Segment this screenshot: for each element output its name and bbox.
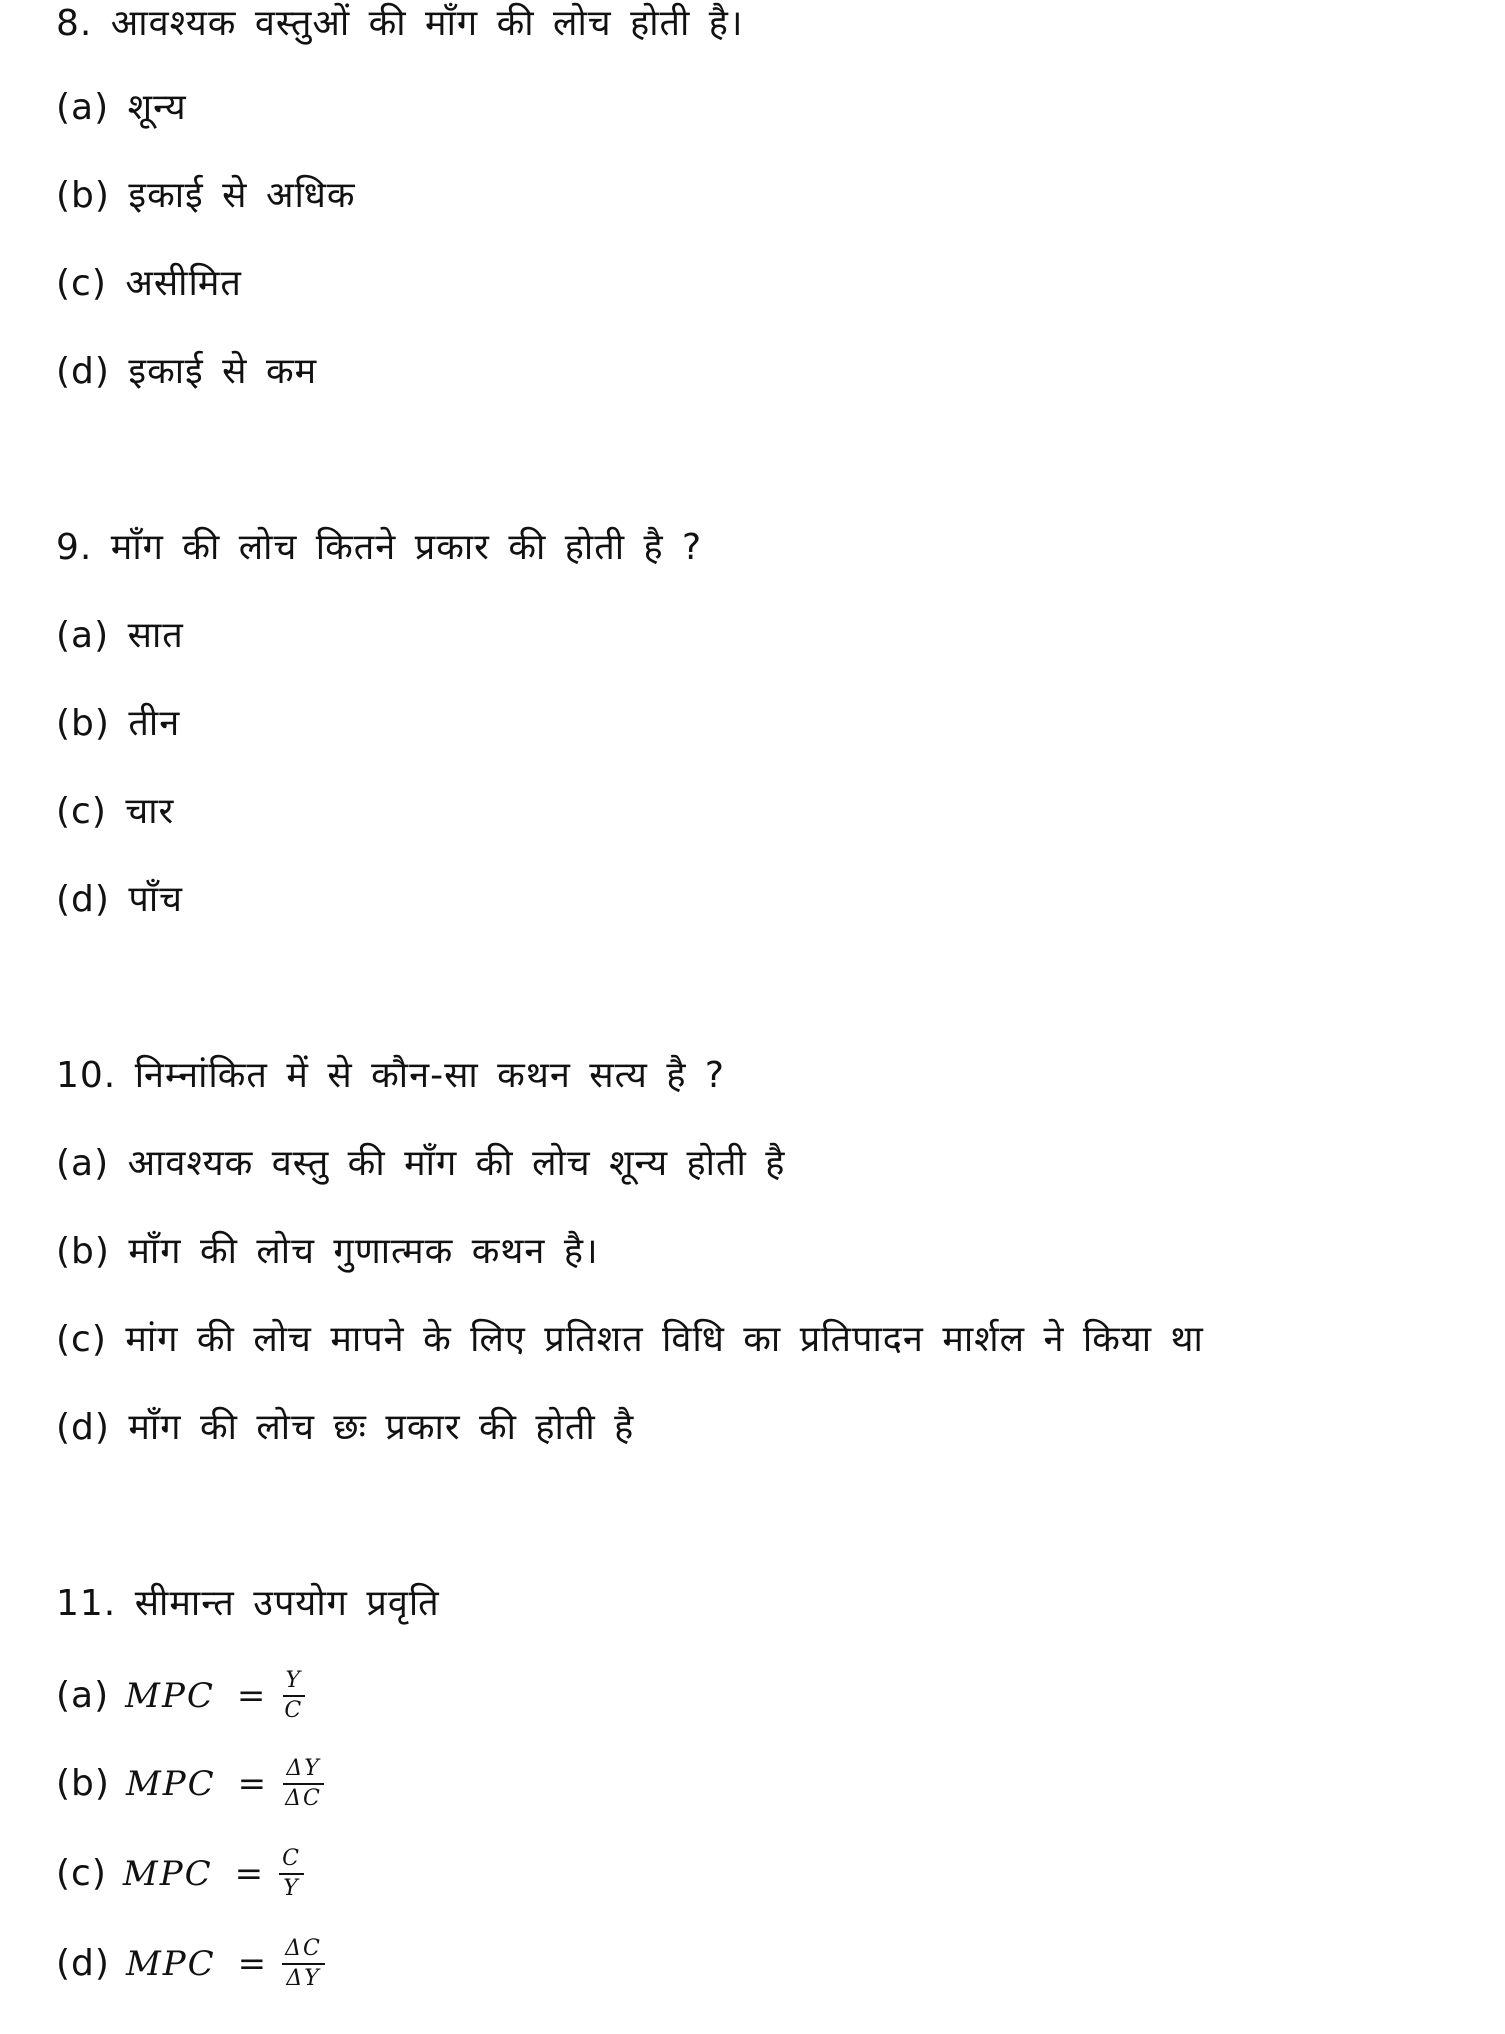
- option-label: (d): [56, 879, 110, 920]
- question-8-stem: [56, 0, 744, 48]
- option-label: (b): [56, 703, 110, 744]
- option-label: (d): [56, 1943, 110, 1984]
- option-text: आवश्यक वस्तु की माँग की लोच शून्य होती है: [127, 1143, 786, 1184]
- option-text: मांग की लोच मापने के लिए प्रतिशत विधि का प्रतिपादन मार्शल ने किया था: [125, 1319, 1204, 1360]
- question-8-option-a: [56, 84, 187, 132]
- question-10-stem: [56, 1052, 725, 1100]
- formula: [126, 1757, 325, 1811]
- fraction-denominator: ΔY: [286, 1966, 321, 1991]
- fraction-numerator: ΔC: [282, 1937, 325, 1965]
- question-9-stem: [56, 524, 702, 572]
- question-9-option-b: [56, 700, 180, 748]
- question-9-option-d: [56, 876, 183, 924]
- fraction-numerator: C: [279, 1847, 304, 1875]
- question-9-option-c: [56, 788, 174, 836]
- formula-equals: =: [237, 1944, 269, 1984]
- question-11-stem-text: 11. सीमान्त उपयोग प्रवृति: [56, 1583, 440, 1624]
- option-label: (c): [56, 791, 107, 832]
- option-text: पाँच: [128, 879, 184, 920]
- question-10-option-b: [56, 1228, 599, 1276]
- fraction: [282, 1937, 325, 1991]
- option-label: (d): [56, 1407, 110, 1448]
- option-label: (b): [56, 1763, 110, 1804]
- option-text: असीमित: [125, 263, 242, 304]
- option-text: माँग की लोच छः प्रकार की होती है: [128, 1407, 635, 1448]
- formula-equals: =: [236, 1676, 268, 1716]
- option-text: इकाई से कम: [128, 351, 318, 392]
- question-11-option-c: [56, 1842, 304, 1906]
- question-11-option-b: [56, 1752, 325, 1816]
- fraction-denominator: C: [284, 1698, 304, 1723]
- option-text: चार: [125, 791, 175, 832]
- question-9-option-a: [56, 612, 184, 660]
- question-11-option-a: [56, 1664, 306, 1728]
- option-label: (b): [56, 1231, 110, 1272]
- question-8-stem-text: 8. आवश्यक वस्तुओं की माँग की लोच होती है।: [56, 3, 744, 44]
- fraction-numerator: ΔY: [283, 1757, 323, 1785]
- option-label: (a): [56, 615, 110, 656]
- fraction-numerator: Y: [283, 1669, 306, 1697]
- formula-lhs: MPC: [125, 1944, 216, 1984]
- question-10-option-c: [56, 1316, 1204, 1364]
- formula: [125, 1669, 306, 1723]
- option-text: माँग की लोच गुणात्मक कथन है।: [128, 1231, 599, 1272]
- question-11-stem: [56, 1580, 440, 1628]
- formula: [126, 1937, 325, 1991]
- fraction: [279, 1847, 304, 1901]
- formula-lhs: MPC: [125, 1764, 216, 1804]
- fraction-denominator: ΔC: [285, 1786, 322, 1811]
- question-10-option-d: [56, 1404, 634, 1452]
- formula-lhs: MPC: [122, 1854, 213, 1894]
- formula: [123, 1847, 304, 1901]
- question-10-option-a: [56, 1140, 785, 1188]
- option-text: सात: [127, 615, 184, 656]
- fraction-denominator: Y: [283, 1876, 300, 1901]
- fraction: [281, 1669, 306, 1723]
- option-label: (b): [56, 175, 110, 216]
- question-11-option-d: [56, 1932, 325, 1996]
- option-label: (d): [56, 351, 110, 392]
- option-label: (a): [56, 87, 110, 128]
- option-label: (c): [56, 1853, 107, 1894]
- formula-equals: =: [237, 1764, 269, 1804]
- fraction: [282, 1757, 325, 1811]
- option-label: (c): [56, 263, 107, 304]
- option-label: (a): [56, 1143, 110, 1184]
- formula-equals: =: [234, 1854, 266, 1894]
- option-text: तीन: [128, 703, 181, 744]
- question-8-option-c: [56, 260, 242, 308]
- question-10-stem-text: 10. निम्नांकित में से कौन-सा कथन सत्य है ?: [56, 1055, 726, 1096]
- option-label: (a): [56, 1675, 110, 1716]
- option-label: (c): [56, 1319, 107, 1360]
- formula-lhs: MPC: [125, 1676, 215, 1716]
- question-8-option-b: [56, 172, 356, 220]
- option-text: इकाई से अधिक: [128, 175, 356, 216]
- question-8-option-d: [56, 348, 317, 396]
- option-text: शून्य: [127, 87, 187, 128]
- question-9-stem-text: 9. माँग की लोच कितने प्रकार की होती है ?: [56, 527, 703, 568]
